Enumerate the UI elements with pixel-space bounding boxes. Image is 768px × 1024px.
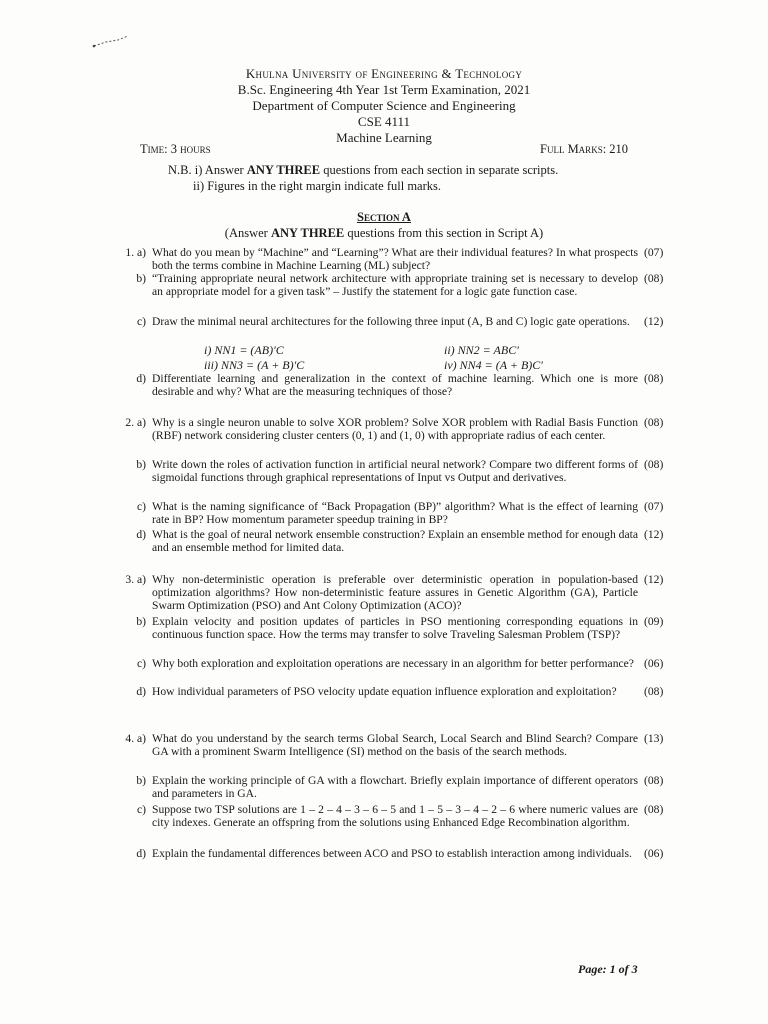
question-number: b) <box>136 458 146 471</box>
question-text: What do you mean by “Machine” and “Learning”? What are their individual features? In what prospects both the terms combine in Machine Learning (ML) subject? <box>152 246 638 273</box>
question-marks: (12) <box>644 315 664 328</box>
question-number: b) <box>136 615 146 628</box>
question-text: Why both exploration and exploitation operations are necessary in an algorithm for better performance? <box>152 657 634 670</box>
question-text: What is the naming significance of “Back Propagation (BP)” algorithm? What is the effect of learning rate in BP? How momentum parameter speedup training in BP? <box>152 500 638 527</box>
formula-ii: ii) NN2 = ABC′ <box>444 343 519 357</box>
question-number: d) <box>136 847 146 860</box>
section-heading <box>0 210 768 241</box>
question-marks: (12) <box>644 573 664 586</box>
question-marks: (13) <box>644 732 664 745</box>
question-text: Write down the roles of activation function in artificial neural network? Compare two different forms of sigmoidal functions through graphical representations of Input vs Output and derivatives. <box>152 458 638 485</box>
page-number: Page: 1 of 3 <box>578 962 638 976</box>
question-number: 1. a) <box>125 246 146 259</box>
question-text: Explain the working principle of GA with a flowchart. Briefly explain importance of different operators and parameters in GA. <box>152 774 638 801</box>
instruction-2: ii) Figures in the right margin indicate full marks. <box>193 179 441 193</box>
exam-time: Time: 3 hours <box>140 142 211 156</box>
question-number: 3. a) <box>125 573 146 586</box>
question-text: Suppose two TSP solutions are 1 – 2 – 4 – 3 – 6 – 5 and 1 – 5 – 3 – 4 – 2 – 6 where numeric values are city indexes. Generate an offspring from the solutions using Enhanced Edge Recombination algorithm. <box>152 803 638 830</box>
question-text: “Training appropriate neural network architecture with appropriate training set is necessary to develop an appropriate model for a given task” – Justify the statement for a logic gate function case. <box>152 272 638 299</box>
instruction-1: N.B. i) Answer ANY THREE questions from each section in separate scripts. <box>168 163 559 177</box>
question-number: d) <box>136 528 146 541</box>
question-text: Explain the fundamental differences between ACO and PSO to establish interaction among individuals. <box>152 847 632 860</box>
question-marks: (12) <box>644 528 664 541</box>
institution-name: Khulna University of Engineering & Technology <box>245 66 523 81</box>
question-number: d) <box>136 685 146 698</box>
question-marks: (06) <box>644 847 664 860</box>
question-number: b) <box>136 272 146 285</box>
question-text: What do you understand by the search terms Global Search, Local Search and Blind Search? Compare GA with a prominent Swarm Intelligence (SI) method on the basis of the search methods. <box>152 732 638 759</box>
question-text: Draw the minimal neural architectures for the following three input (A, B and C) logic gate operations. <box>152 315 630 328</box>
question-text: Why is a single neuron unable to solve XOR problem? Solve XOR problem with Radial Basis Function (RBF) network considering cluster centers (0, 1) and (1, 0) with appropriate radius of each center. <box>152 416 638 443</box>
question-number: c) <box>136 657 146 670</box>
question-text: What is the goal of neural network ensemble construction? Explain an ensemble method for enough data and an ensemble method for limited data. <box>152 528 638 555</box>
instructions <box>168 162 688 194</box>
question-number: c) <box>136 315 146 328</box>
question-marks: (07) <box>644 246 664 259</box>
question-marks: (08) <box>644 272 664 285</box>
question-marks: (08) <box>644 372 664 385</box>
question-number: c) <box>136 803 146 816</box>
question-text: Explain velocity and position updates of particles in PSO mentioning corresponding equations in continuous function space. How the terms may transfer to solve Traveling Salesman Problem (TSP)? <box>152 615 638 642</box>
question-marks: (08) <box>644 685 664 698</box>
course-title: Machine Learning <box>336 130 432 145</box>
question-marks: (09) <box>644 615 664 628</box>
question-number: c) <box>136 500 146 513</box>
question-marks: (08) <box>644 803 664 816</box>
question-marks: (06) <box>644 657 664 670</box>
exam-title: B.Sc. Engineering 4th Year 1st Term Examination, 2021 <box>237 82 531 97</box>
course-code: CSE 4111 <box>357 114 411 129</box>
question-number: 2. a) <box>125 416 146 429</box>
section-title: Section A <box>357 210 411 224</box>
question-text: How individual parameters of PSO velocity update equation influence exploration and exploitation? <box>152 685 617 698</box>
question-text: Differentiate learning and generalization in the context of machine learning. Which one is more desirable and why? What are the measuring techniques of those? <box>152 372 638 399</box>
question-marks: (07) <box>644 500 664 513</box>
question-marks: (08) <box>644 458 664 471</box>
question-number: 4. a) <box>125 732 146 745</box>
question-marks: (08) <box>644 416 664 429</box>
question-number: d) <box>136 372 146 385</box>
question-marks: (08) <box>644 774 664 787</box>
exam-header <box>0 66 768 146</box>
section-subtitle: (Answer ANY THREE questions from this section in Script A) <box>224 226 544 240</box>
formula-iii: iii) NN3 = (A + B)′C <box>204 358 305 372</box>
question-text: Why non-deterministic operation is preferable over deterministic operation in population-based optimization algorithms? How non-deterministic feature assures in Genetic Algorithm (GA), Particle Swarm Optimization (PSO) and Ant Colony Optimization (ACO)? <box>152 573 638 613</box>
formula-i: i) NN1 = (AB)′C <box>204 343 284 357</box>
question-number: b) <box>136 774 146 787</box>
full-marks: Full Marks: 210 <box>540 142 629 156</box>
department-name: Department of Computer Science and Engineering <box>252 98 516 113</box>
formula-iv: iv) NN4 = (A + B)C′ <box>444 358 543 372</box>
scan-mark-icon <box>92 30 132 50</box>
